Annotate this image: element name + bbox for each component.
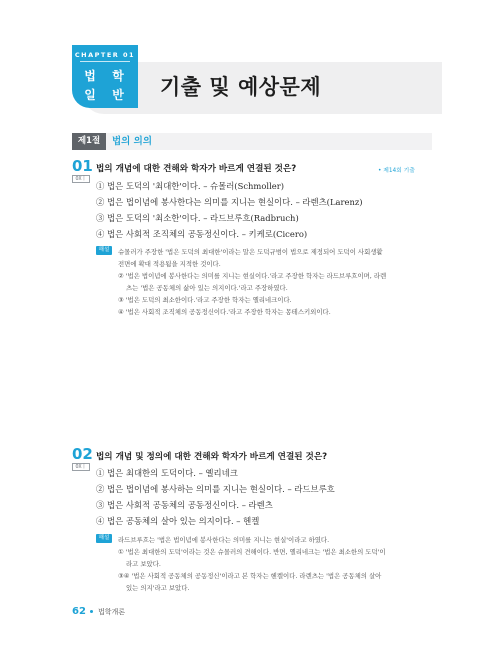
- question-2-explanation-badge: 해설: [96, 534, 112, 543]
- question-1-explanation-line: 전면에 확대 적용됨을 지적한 것이다.: [118, 260, 221, 268]
- chapter-char-4: 반: [112, 88, 124, 102]
- question-1-explanation-badge: 해설: [96, 246, 112, 255]
- page-title: 기출 및 예상문제: [160, 75, 322, 99]
- question-2-ox-tag: OX丨: [72, 463, 90, 471]
- question-2-explanation-line: 라고 보았다.: [126, 560, 161, 568]
- question-1-explanation-line: 츠는 '법은 공동체의 삶아 있는 의지이다.'라고 주장하였다.: [126, 284, 288, 292]
- footer-bullet-icon: [90, 610, 93, 613]
- question-1-option-2: ② 법은 법이념에 봉사한다는 의미를 지니는 현실이다. – 라렌츠(Larenz): [96, 197, 363, 207]
- question-1-explanation-line: ② '법은 법이념에 봉사한다는 의미를 지니는 현실이다.'라고 주장한 학자는 라드브루흐이며, 라렌: [118, 272, 387, 280]
- question-1-source: • 제14회 기출: [378, 168, 415, 174]
- question-2-number: 02: [72, 445, 93, 463]
- chapter-char-2: 학: [112, 69, 124, 83]
- chapter-char-1: 법: [84, 69, 96, 83]
- page-number: 62: [72, 606, 86, 617]
- chapter-divider: [80, 61, 130, 62]
- question-1-ox-tag: OX丨: [72, 175, 90, 183]
- question-2-explanation-line: 라드브루흐는 '법은 법이념에 봉사한다는 의미를 지니는 현실'이라고 하였다.: [118, 536, 330, 544]
- question-1-option-3: ③ 법은 도덕의 '최소한'이다. – 라드브루흐(Radbruch): [96, 213, 299, 223]
- chapter-char-3: 일: [84, 88, 96, 102]
- book-title: 법학개론: [98, 608, 126, 616]
- question-1-option-4: ④ 법은 사회적 조직체의 공동정신이다. – 키케로(Cicero): [96, 229, 308, 239]
- question-1-explanation-line: ③ '법은 도덕의 최소한이다.'라고 주장한 학자는 옐리네크이다.: [118, 296, 292, 304]
- question-2-explanation-line: ① '법은 최대한의 도덕'이라는 것은 슈몰러의 견해이다. 반면, 옐리네크는 '법은 최소한의 도덕'이: [118, 548, 386, 556]
- question-2-explanation-line: 있는 의지'라고 보았다.: [126, 584, 190, 592]
- chapter-label: CHAPTER 01: [74, 51, 136, 59]
- question-2-option-2: ② 법은 법이념에 봉사하는 의미를 지니는 현실이다. – 라드브루흐: [96, 484, 335, 494]
- question-2-option-4: ④ 법은 공동체의 살아 있는 의지이다. – 헨켈: [96, 516, 260, 526]
- question-1-explanation-line: ④ '법은 사회적 조직체의 공동정신이다.'라고 주장한 학자는 몽테스키외이다.: [118, 308, 331, 316]
- question-1-text: 법의 개념에 대한 견해와 학자가 바르게 연결된 것은?: [96, 164, 297, 174]
- question-2-explanation-line: ③④ '법은 사회적 공동체의 공동정신'이라고 본 학자는 헨켈이다. 라렌츠는 '법은 공동체의 살아: [118, 572, 382, 580]
- section-number: 제1절: [72, 133, 106, 150]
- question-2-option-1: ① 법은 최대한의 도덕이다. – 옐리네크: [96, 468, 238, 478]
- question-1-option-1: ① 법은 도덕의 '최대한'이다. – 슈몰러(Schmoller): [96, 181, 284, 191]
- question-1-explanation-line: 슈몰러가 주장한 '법은 도덕의 최대한'이라는 말은 도덕규범이 법으로 제정되어 도덕이 사회생활: [118, 248, 383, 256]
- section-title: 법의 의의: [112, 136, 153, 147]
- question-2-text: 법의 개념 및 정의에 대한 견해와 학자가 바르게 연결된 것은?: [96, 452, 328, 462]
- question-2-option-3: ③ 법은 사회적 공동체의 공동정신이다. – 라렌츠: [96, 500, 273, 510]
- question-1-number: 01: [72, 157, 93, 175]
